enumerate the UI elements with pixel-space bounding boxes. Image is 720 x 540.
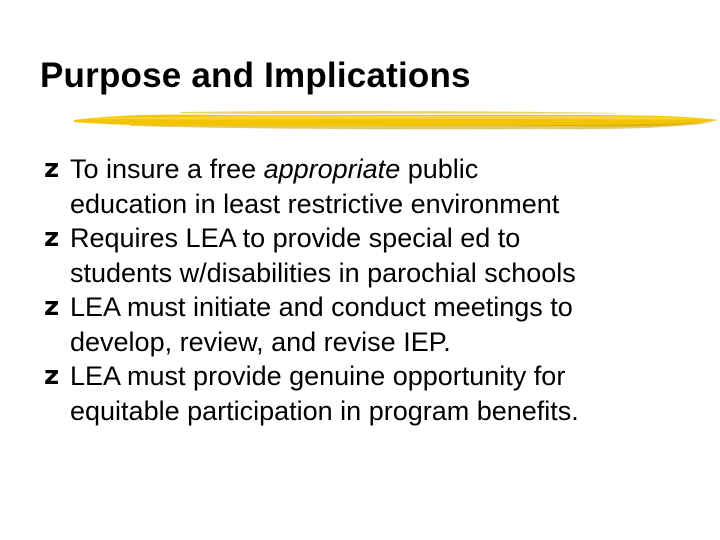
bullet-text: To insure a free [70, 154, 264, 184]
z-bullet-icon: z [44, 292, 60, 322]
bullet-line: LEA must initiate and conduct meetings to [70, 292, 573, 322]
bullet-list [44, 152, 704, 428]
z-bullet-icon: z [44, 223, 60, 253]
bullet-line: develop, review, and revise IEP. [70, 326, 451, 357]
emphasis-text: appropriate [263, 154, 401, 184]
bullet-line: students w/disabilities in parochial schools [70, 257, 576, 288]
brushstroke-streak [180, 111, 630, 114]
bullet-line: LEA must provide genuine opportunity for [70, 361, 566, 391]
bullet-item-parochial [44, 221, 704, 290]
bullet-line: equitable participation in program benefits. [70, 395, 579, 426]
title-underline-brushstroke [70, 104, 720, 136]
bullet-text: public [400, 154, 479, 184]
bullet-line: education in least restrictive environment [70, 188, 560, 219]
z-bullet-icon: z [44, 361, 60, 391]
bullet-line [70, 152, 704, 187]
slide-title: Purpose and Implications [40, 56, 471, 95]
bullet-item-meetings [44, 290, 704, 359]
bullet-line: Requires LEA to provide special ed to [70, 223, 521, 253]
z-bullet-icon: z [44, 154, 60, 184]
bullet-item-purpose [44, 152, 704, 221]
bullet-item-participation [44, 359, 704, 428]
